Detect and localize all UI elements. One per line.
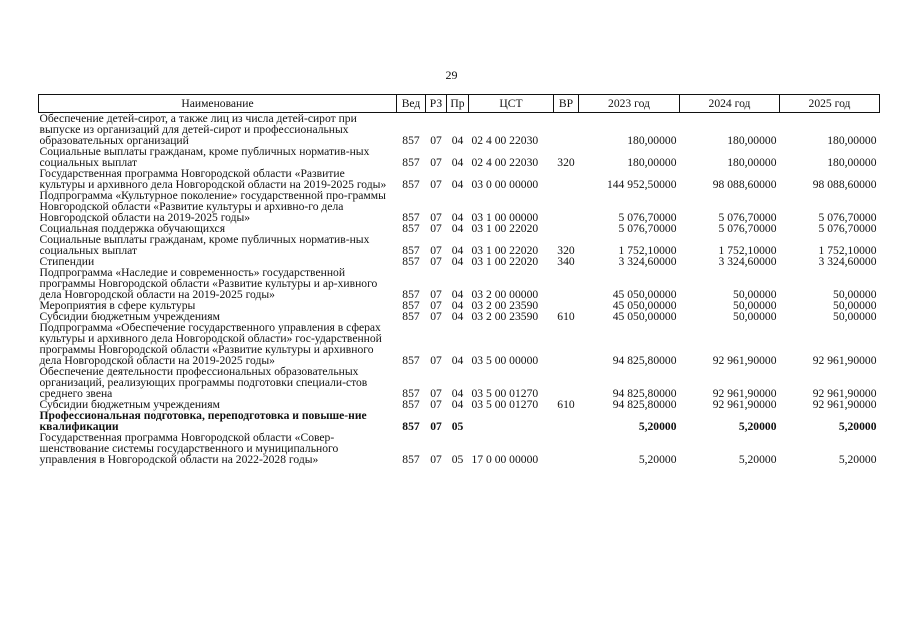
cell-2024: 92 961,90000 (712, 354, 777, 367)
table-body (39, 113, 880, 466)
cell-vr (554, 366, 579, 399)
cell-vr: 320 (557, 156, 575, 169)
cell-ved: 857 (402, 354, 420, 367)
header-ved: Вед (397, 95, 426, 113)
cell-2024: 92 961,90000 (712, 398, 777, 411)
cell-cst: 17 0 00 00000 (471, 453, 539, 466)
cell-rz: 07 (430, 310, 442, 323)
cell-vr (554, 168, 579, 190)
cell-cst: 03 5 00 01270 (471, 398, 539, 411)
cell-2025: 180,00000 (827, 156, 877, 169)
cell-cst: 03 1 00 00000 (471, 211, 539, 224)
cell-name: Мероприятия в сфере культуры (39, 299, 196, 312)
table-row (39, 146, 880, 168)
cell-vr: 610 (557, 398, 575, 411)
cell-2024: 5 076,70000 (718, 211, 777, 224)
cell-rz: 07 (430, 398, 442, 411)
cell-name: Государственная программа Новгородской области «Развитие культуры и архивного дела Новгородской области на 2019-2025 годы» (39, 167, 387, 191)
cell-pr: 04 (451, 134, 464, 147)
cell-2023: 1 752,10000 (618, 244, 677, 257)
cell-2024: 98 088,60000 (712, 178, 777, 191)
page-number: 29 (445, 68, 458, 82)
cell-2023: 5,20000 (638, 453, 677, 466)
cell-rz: 07 (430, 299, 442, 312)
cell-pr: 04 (451, 222, 464, 235)
cell-2023: 45 050,00000 (612, 299, 677, 312)
table-row (39, 113, 880, 147)
cell-vr: 340 (557, 255, 575, 268)
cell-rz: 07 (430, 354, 442, 367)
header-name: Наименование (39, 95, 397, 113)
cell-cst: 03 2 00 00000 (471, 288, 539, 301)
cell-name: Подпрограмма «Культурное поколение» государственной про-граммы Новгородской области «Развитие культуры и архивно-го дела Новгородской области на 2019-2025 годы» (39, 189, 386, 224)
cell-name: Подпрограмма «Обеспечение государственного управления в сферах культуры и архивного дела Новгородской области» гос-ударственной программы Новгородской области «Развитие культуры и архивного дела Новгородской области на 2019-2025 годы» (39, 321, 382, 367)
table-row (39, 432, 880, 465)
cell-2024: 3 324,60000 (718, 255, 777, 268)
cell-rz: 07 (430, 244, 442, 257)
cell-cst: 02 4 00 22030 (471, 156, 539, 169)
cell-rz: 07 (430, 255, 442, 268)
cell-name: Государственная программа Новгородской области «Совер-шенствование системы государственного и муниципального управления в Новгородской области на 2022-2028 годы» (39, 431, 339, 466)
header-2023: 2023 год (579, 95, 680, 113)
header-2024: 2024 год (680, 95, 780, 113)
cell-2023: 180,00000 (627, 134, 677, 147)
cell-2024: 50,00000 (733, 310, 777, 323)
cell-ved: 857 (402, 134, 420, 147)
cell-pr: 04 (451, 288, 464, 301)
cell-cst: 02 4 00 22030 (471, 134, 539, 147)
cell-cst (469, 410, 554, 432)
cell-ved: 857 (402, 387, 420, 400)
table-header-row (39, 95, 880, 113)
cell-2025: 3 324,60000 (818, 255, 877, 268)
cell-vr (554, 267, 579, 300)
header-rz: РЗ (426, 95, 447, 113)
cell-2025: 92 961,90000 (812, 354, 877, 367)
cell-pr: 04 (451, 310, 464, 323)
cell-2025: 5,20000 (838, 453, 877, 466)
cell-rz: 07 (430, 222, 442, 235)
cell-ved: 857 (402, 211, 420, 224)
cell-vr: 610 (557, 310, 575, 323)
cell-name: Стипендии (39, 255, 95, 268)
cell-pr: 04 (451, 387, 464, 400)
cell-2023: 180,00000 (627, 156, 677, 169)
cell-2024: 5,20000 (738, 453, 777, 466)
cell-rz: 07 (430, 211, 442, 224)
table-row (39, 366, 880, 399)
cell-rz: 07 (430, 387, 442, 400)
cell-pr: 04 (451, 178, 464, 191)
cell-2024: 180,00000 (727, 156, 777, 169)
cell-vr: 320 (557, 244, 575, 257)
cell-cst: 03 2 00 23590 (471, 299, 539, 312)
cell-2023: 144 952,50000 (606, 178, 677, 191)
cell-rz: 07 (430, 420, 442, 433)
cell-2024: 5,20000 (738, 420, 777, 433)
cell-2025: 5 076,70000 (818, 222, 877, 235)
cell-vr (554, 190, 579, 223)
cell-pr: 04 (451, 255, 464, 268)
cell-ved: 857 (402, 178, 420, 191)
header-pr: Пр (447, 95, 469, 113)
cell-name: Субсидии бюджетным учреждениям (39, 398, 220, 411)
cell-2023: 5,20000 (638, 420, 677, 433)
cell-pr: 04 (451, 299, 464, 312)
cell-ved: 857 (402, 310, 420, 323)
cell-2023: 5 076,70000 (618, 211, 677, 224)
table-row (39, 190, 880, 223)
cell-rz: 07 (430, 134, 442, 147)
cell-2025: 5,20000 (838, 420, 877, 433)
cell-name: Подпрограмма «Наследие и современность» государственной программы Новгородской области «Развитие культуры и ар-хивного дела Новгородской области на 2019-2025 годы» (39, 266, 378, 301)
cell-ved: 857 (402, 288, 420, 301)
cell-2024: 1 752,10000 (718, 244, 777, 257)
cell-2025: 50,00000 (833, 299, 877, 312)
cell-vr (554, 322, 579, 366)
cell-cst: 03 1 00 22020 (471, 244, 539, 257)
cell-vr (554, 223, 579, 234)
cell-name: Профессиональная подготовка, переподготовка и повыше-ние квалификации (39, 409, 367, 433)
cell-pr: 04 (451, 156, 464, 169)
cell-ved: 857 (402, 398, 420, 411)
cell-2024: 50,00000 (733, 288, 777, 301)
cell-2023: 45 050,00000 (612, 310, 677, 323)
cell-name: Обеспечение детей-сирот, а также лиц из числа детей-сирот при выпуске из организаций для детей-сирот и профессиональных образовательных организаций (39, 112, 357, 147)
cell-name: Социальные выплаты гражданам, кроме публичных норматив-ных социальных выплат (39, 233, 370, 257)
cell-rz: 07 (430, 288, 442, 301)
table-row (39, 267, 880, 300)
table-row (39, 410, 880, 432)
cell-vr (554, 432, 579, 465)
header-cst: ЦСТ (469, 95, 554, 113)
cell-2025: 98 088,60000 (812, 178, 877, 191)
cell-2023: 94 825,80000 (612, 354, 677, 367)
cell-cst: 03 1 00 22020 (471, 255, 539, 268)
cell-rz: 07 (430, 156, 442, 169)
cell-ved: 857 (402, 156, 420, 169)
cell-2024: 50,00000 (733, 299, 777, 312)
cell-name: Социальная поддержка обучающихся (39, 222, 226, 235)
header-vr: ВР (554, 95, 579, 113)
cell-cst: 03 5 00 01270 (471, 387, 539, 400)
table-row (39, 322, 880, 366)
header-2025: 2025 год (780, 95, 880, 113)
cell-pr: 04 (451, 244, 464, 257)
cell-2025: 5 076,70000 (818, 211, 877, 224)
cell-vr (554, 113, 579, 147)
cell-2024: 180,00000 (727, 134, 777, 147)
cell-name: Обеспечение деятельности профессиональных образовательных организаций, реализующих программы подготовки специали-стов среднего звена (39, 365, 368, 400)
cell-2023: 45 050,00000 (612, 288, 677, 301)
cell-pr: 04 (451, 354, 464, 367)
cell-pr: 04 (451, 398, 464, 411)
cell-ved: 857 (402, 420, 420, 433)
cell-2024: 92 961,90000 (712, 387, 777, 400)
cell-rz: 07 (430, 453, 442, 466)
table-row (39, 168, 880, 190)
cell-2023: 94 825,80000 (612, 398, 677, 411)
cell-pr: 04 (451, 211, 464, 224)
cell-2025: 50,00000 (833, 310, 877, 323)
cell-ved: 857 (402, 244, 420, 257)
cell-2025: 92 961,90000 (812, 387, 877, 400)
cell-2025: 92 961,90000 (812, 398, 877, 411)
cell-2025: 180,00000 (827, 134, 877, 147)
cell-name: Субсидии бюджетным учреждениям (39, 310, 220, 323)
cell-2024: 5 076,70000 (718, 222, 777, 235)
cell-ved: 857 (402, 255, 420, 268)
budget-table (38, 94, 880, 465)
cell-ved: 857 (402, 299, 420, 312)
cell-rz: 07 (430, 178, 442, 191)
cell-pr: 05 (451, 453, 464, 466)
cell-ved: 857 (402, 222, 420, 235)
table-row (39, 234, 880, 256)
cell-ved: 857 (402, 453, 420, 466)
cell-2023: 94 825,80000 (612, 387, 677, 400)
cell-cst: 03 5 00 00000 (471, 354, 539, 367)
cell-2023: 3 324,60000 (618, 255, 677, 268)
cell-name: Социальные выплаты гражданам, кроме публичных норматив-ных социальных выплат (39, 145, 370, 169)
cell-2025: 50,00000 (833, 288, 877, 301)
cell-cst: 03 1 00 22020 (471, 222, 539, 235)
cell-cst: 03 2 00 23590 (471, 310, 539, 323)
cell-cst: 03 0 00 00000 (471, 178, 539, 191)
cell-2023: 5 076,70000 (618, 222, 677, 235)
cell-pr: 05 (451, 420, 464, 433)
cell-vr (554, 410, 579, 432)
cell-2025: 1 752,10000 (818, 244, 877, 257)
